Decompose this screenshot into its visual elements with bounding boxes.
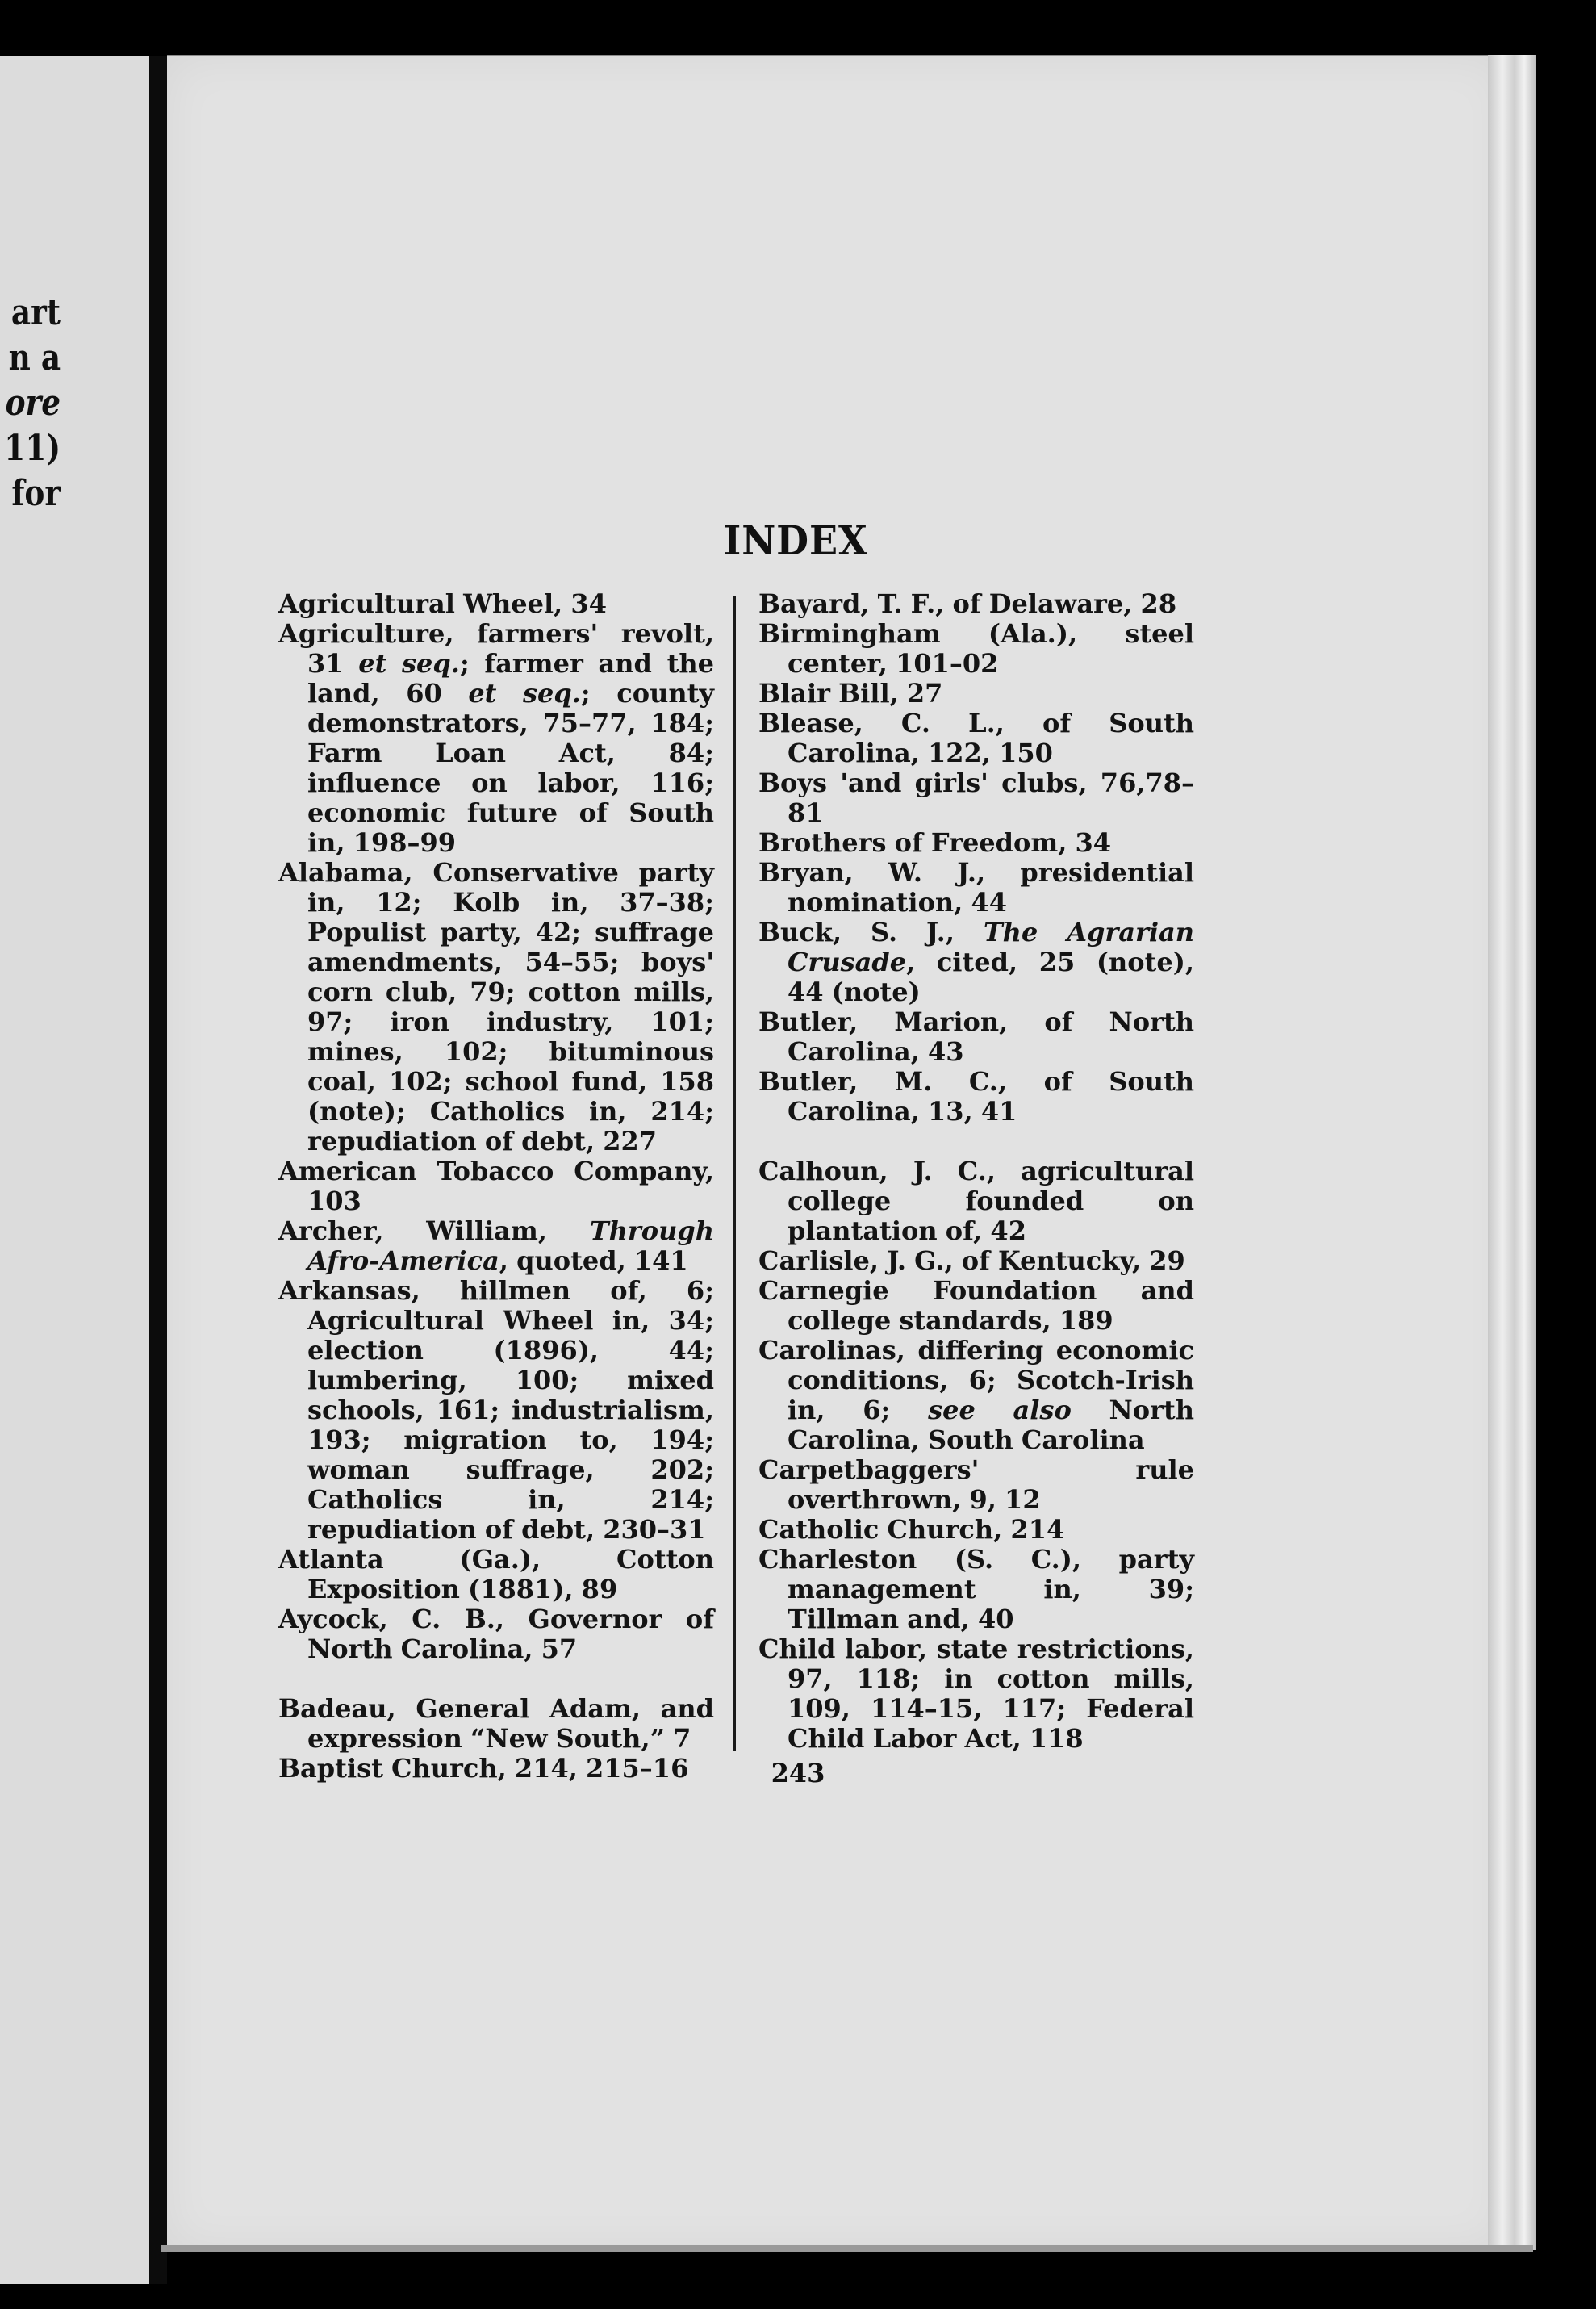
index-entry xyxy=(758,619,1194,679)
index-entry-text: Archer, William, xyxy=(278,1215,590,1246)
index-entry-text: , cited, 25 (note), 44 (note) xyxy=(788,947,1194,1007)
index-entry xyxy=(758,589,1194,619)
index-entry-text: Charleston (S. C.), party management in, 39; Tillman and, 40 xyxy=(758,1544,1194,1634)
facing-line: art xyxy=(10,292,61,333)
book-gutter xyxy=(149,56,167,2284)
index-entry-text: Agriculture, farmers' revolt, 31 xyxy=(278,618,714,679)
facing-line: 11) xyxy=(4,428,61,469)
index-entry-text: Carlisle, J. G., of Kentucky, 29 xyxy=(758,1245,1185,1276)
facing-line: ore xyxy=(5,383,61,424)
index-entry xyxy=(758,1157,1194,1246)
facing-line: for xyxy=(11,473,61,514)
index-entry-italic: et seq. xyxy=(468,678,581,709)
index-entry xyxy=(758,828,1194,858)
index-entry-text: Blair Bill, 27 xyxy=(758,678,943,709)
index-entry xyxy=(278,619,714,858)
index-entry-text: , quoted, 141 xyxy=(499,1245,688,1276)
facing-page xyxy=(0,56,149,2284)
index-entry xyxy=(758,679,1194,709)
index-entry-text: Calhoun, J. C., agricultural college founded on plantation of, 42 xyxy=(758,1156,1194,1246)
index-entry-text: Bayard, T. F., of Delaware, 28 xyxy=(758,588,1177,619)
index-entry xyxy=(278,858,714,1157)
index-entry xyxy=(758,1515,1194,1545)
facing-line: n a xyxy=(8,337,61,379)
index-entry-text: Buck, S. J., xyxy=(758,917,984,947)
index-entry-text: Badeau, General Adam, and expression “New South,” 7 xyxy=(278,1693,714,1754)
index-entry xyxy=(758,858,1194,918)
index-entry-text: Butler, M. C., of South Carolina, 13, 41 xyxy=(758,1066,1194,1127)
index-entry-italic: The Agrarian Crusade xyxy=(788,917,1195,977)
index-entry-text: Arkansas, hillmen of, 6; Agricultural Wheel in, 34; election (1896), 44; lumbering, 100; mixed schools, 161; industrialism, 193; migration to, 194; woman suffrage, 202; Catholics in, 214; repudiation of debt, 230–31 xyxy=(278,1275,714,1545)
index-entry xyxy=(758,709,1194,768)
index-entry-text: American Tobacco Company, 103 xyxy=(278,1156,714,1216)
index-entry xyxy=(278,1545,714,1604)
index-entry xyxy=(758,1246,1194,1276)
index-entry xyxy=(758,1634,1194,1754)
index-entry-italic: Through Afro-America xyxy=(307,1215,714,1276)
index-entry-text: Carolinas, differing economic conditions, 6; Scotch-Irish in, 6; xyxy=(758,1335,1194,1425)
index-entry xyxy=(758,1067,1194,1127)
index-entry-text: Bryan, W. J., presidential nomination, 44 xyxy=(758,857,1194,918)
index-entry-text: Aycock, C. B., Governor of North Carolina, 57 xyxy=(278,1604,714,1664)
index-entry-text: ; county demonstrators, 75–77, 184; Farm Loan Act, 84; influence on labor, 116; economic future of South in, 198–99 xyxy=(307,678,715,858)
page-title: INDEX xyxy=(724,517,868,564)
index-entry-text: Brothers of Freedom, 34 xyxy=(758,827,1112,858)
index-entry-text: Carpetbaggers' rule overthrown, 9, 12 xyxy=(758,1454,1194,1515)
index-entry-text: Agricultural Wheel, 34 xyxy=(278,588,607,619)
index-entry xyxy=(278,1216,714,1276)
index-entry xyxy=(278,1157,714,1216)
index-entry-text: Birmingham (Ala.), steel center, 101–02 xyxy=(758,618,1194,679)
index-entry xyxy=(758,918,1194,1007)
index-entry-italic: see also xyxy=(928,1395,1072,1425)
index-entry-text: Catholic Church, 214 xyxy=(758,1514,1065,1545)
index-entry xyxy=(758,768,1194,828)
index-entry-text: Baptist Church, 214, 215–16 xyxy=(278,1753,689,1784)
index-entry xyxy=(758,1455,1194,1515)
index-entry xyxy=(758,1545,1194,1634)
index-entry xyxy=(758,1336,1194,1455)
index-entry-text: Alabama, Conservative party in, 12; Kolb in, 37–38; Populist party, 42; suffrage amendments, 54–55; boys' corn club, 79; cotton mills, 97; iron industry, 101; mines, 102; bituminous coal, 102; school fund, 158 (note); Catholics in, 214; repudiation of debt, 227 xyxy=(278,857,714,1157)
index-entry-text: Blease, C. L., of South Carolina, 122, 150 xyxy=(758,708,1194,768)
page-number: 243 xyxy=(771,1758,825,1788)
index-column-left xyxy=(278,589,714,1784)
index-entry-text: Child labor, state restrictions, 97, 118; in cotton mills, 109, 114–15, 117; Federal Child Labor Act, 118 xyxy=(758,1633,1194,1754)
index-entry xyxy=(278,589,714,619)
column-divider xyxy=(733,596,736,1751)
index-entry xyxy=(278,1694,714,1754)
index-column-right xyxy=(758,589,1194,1754)
page-edge xyxy=(1488,55,1536,2250)
index-entry xyxy=(758,1276,1194,1336)
index-entry xyxy=(758,1007,1194,1067)
index-entry-text: Carnegie Foundation and college standards, 189 xyxy=(758,1275,1194,1336)
index-entry-text: ; farmer and the land, 60 xyxy=(307,648,715,709)
index-entry xyxy=(278,1276,714,1545)
page-bottom-edge xyxy=(161,2245,1533,2252)
index-entry-italic: et seq. xyxy=(358,648,460,679)
index-entry-text: Atlanta (Ga.), Cotton Exposition (1881), 89 xyxy=(278,1544,714,1604)
index-entry-text: Butler, Marion, of North Carolina, 43 xyxy=(758,1006,1194,1067)
index-entry-text: Boys 'and girls' clubs, 76,78–81 xyxy=(758,768,1194,828)
index-entry xyxy=(278,1604,714,1664)
index-entry-text: North Carolina, South Carolina xyxy=(788,1395,1194,1455)
facing-page-text xyxy=(4,291,61,517)
